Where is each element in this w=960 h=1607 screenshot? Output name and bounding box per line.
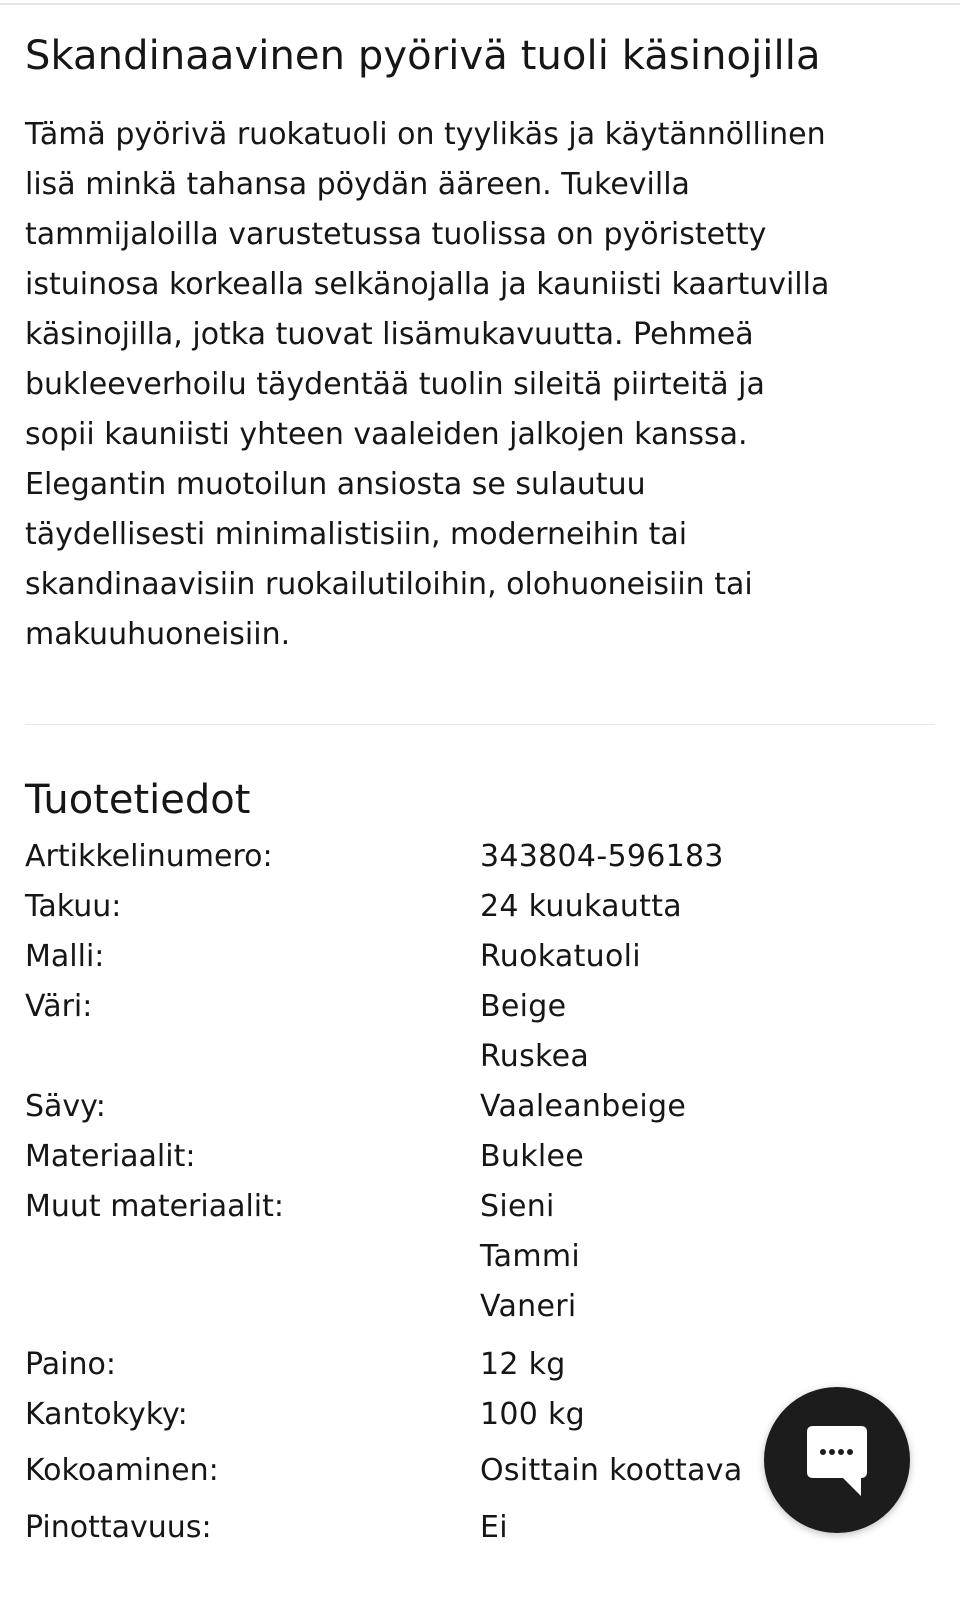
spec-value: Vaneri: [480, 1289, 577, 1324]
specs-title: Tuotetiedot: [25, 777, 251, 823]
spec-label: Kokoaminen:: [25, 1453, 219, 1488]
spec-label: Sävy:: [25, 1089, 106, 1124]
spec-label: Väri:: [25, 989, 93, 1024]
spec-values: [480, 1182, 580, 1332]
spec-values: [480, 982, 589, 1082]
chat-button[interactable]: [764, 1387, 910, 1533]
spec-values: [480, 1132, 584, 1182]
description-line: skandinaavisiin ruokailutiloihin, olohuoneisiin tai: [25, 567, 753, 602]
description-line: käsinojilla, jotka tuovat lisämukavuutta. Pehmeä: [25, 317, 754, 352]
product-description: [25, 110, 925, 660]
description-line: istuinosa korkealla selkänojalla ja kauniisti kaartuvilla: [25, 267, 830, 302]
spec-value: Ruokatuoli: [480, 939, 641, 974]
spec-values: [480, 1340, 566, 1390]
spec-label: Paino:: [25, 1347, 116, 1382]
spec-values: [480, 1503, 508, 1553]
description-line: täydellisesti minimalistisiin, moderneihin tai: [25, 517, 688, 552]
product-title: Skandinaavinen pyörivä tuoli käsinojilla: [25, 33, 821, 79]
spec-values: [480, 932, 641, 982]
spec-value: Buklee: [480, 1139, 585, 1174]
spec-values: [480, 1446, 743, 1496]
description-line: lisä minkä tahansa pöydän ääreen. Tukevilla: [25, 167, 690, 202]
spec-value: Osittain koottava: [480, 1453, 743, 1488]
spec-label: Malli:: [25, 939, 105, 974]
spec-label: Takuu:: [25, 889, 122, 924]
spec-value: Vaaleanbeige: [480, 1089, 687, 1124]
spec-values: [480, 882, 682, 932]
top-divider: [0, 3, 960, 5]
spec-value: Ei: [480, 1510, 508, 1545]
description-line: bukleeverhoilu täydentää tuolin sileitä piirteitä ja: [25, 367, 765, 402]
description-line: Tämä pyörivä ruokatuoli on tyylikäs ja käytännöllinen: [25, 117, 826, 152]
spec-value: 343804-596183: [480, 839, 724, 874]
spec-values: [480, 1082, 686, 1132]
description-line: Elegantin muotoilun ansiosta se sulautuu: [25, 467, 646, 502]
spec-value: Ruskea: [480, 1039, 590, 1074]
spec-label: Pinottavuus:: [25, 1510, 212, 1545]
spec-value: Tammi: [480, 1239, 581, 1274]
spec-label: Kantokyky:: [25, 1397, 188, 1432]
description-line: makuuhuoneisiin.: [25, 617, 291, 652]
description-line: tammijaloilla varustetussa tuolissa on pyöristetty: [25, 217, 767, 252]
spec-value: Sieni: [480, 1189, 555, 1224]
spec-label: Materiaalit:: [25, 1139, 196, 1174]
spec-values: [480, 832, 724, 882]
description-line: sopii kauniisti yhteen vaaleiden jalkojen kanssa.: [25, 417, 748, 452]
spec-label: Muut materiaalit:: [25, 1189, 285, 1224]
section-divider: [25, 724, 935, 725]
spec-value: 100 kg: [480, 1397, 586, 1432]
spec-value: 24 kuukautta: [480, 889, 682, 924]
spec-value: 12 kg: [480, 1347, 566, 1382]
spec-value: Beige: [480, 989, 567, 1024]
spec-values: [480, 1390, 585, 1440]
chat-bubble-icon: [797, 1420, 877, 1500]
spec-label: Artikkelinumero:: [25, 839, 273, 874]
